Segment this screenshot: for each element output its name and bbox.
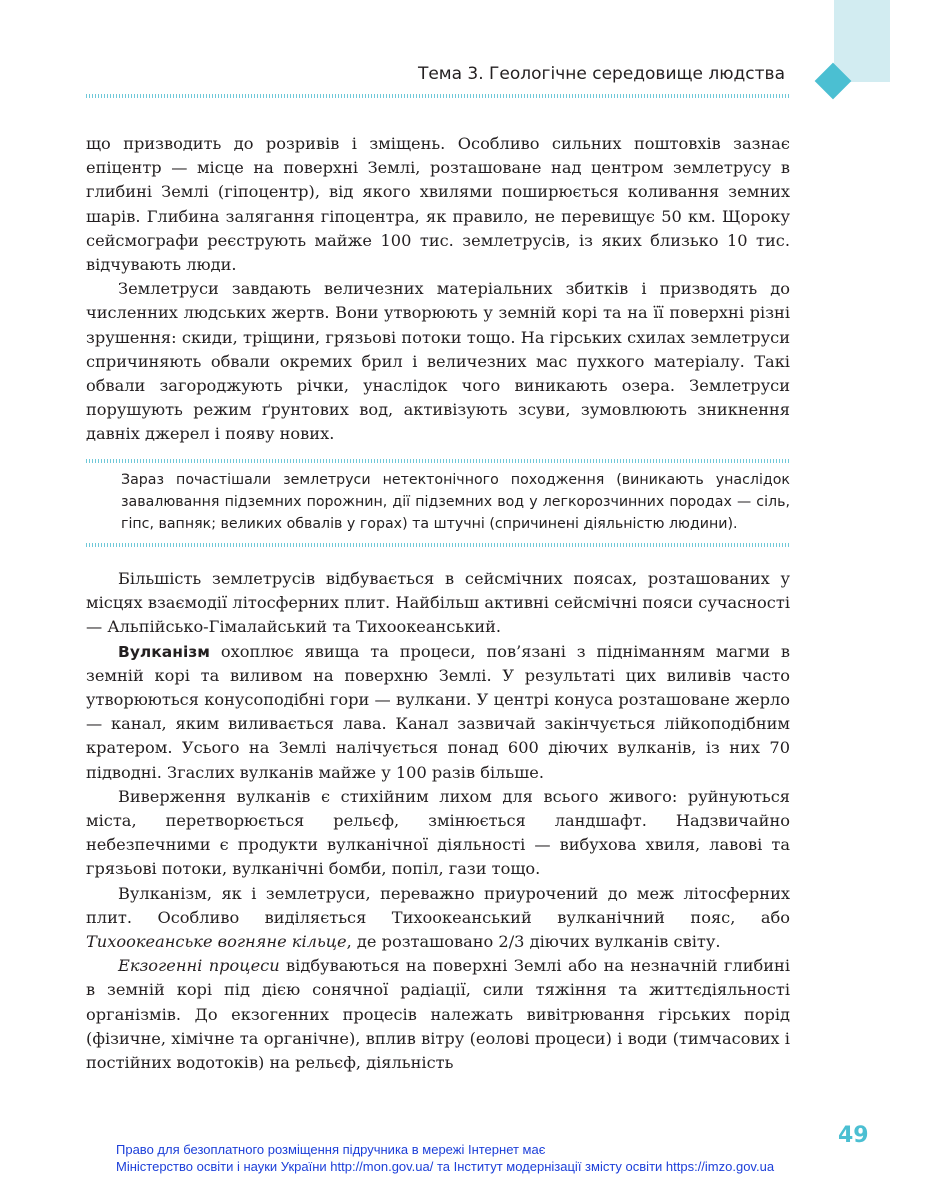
- page-number: 49: [838, 1123, 869, 1148]
- volcanism-definition: охоплює явища та процеси, пов’язані з підніманням магми в земній корі та виливом на поверхню Землі. У результаті цих виливів часто утворюються конусоподібні гори — вулкани. У центрі конуса розташоване жерло — канал, яким виливається лава. Канал зазвичай закінчується лійкоподібним кратером. Усього на Землі налічується понад 600 діючих вулканів, із них 70 підводні. Згаслих вулканів майже у 100 разів більше.: [86, 641, 790, 782]
- ring-text-after: , де розташовано 2/3 діючих вулканів світу.: [346, 932, 721, 952]
- corner-tab-decoration: [834, 0, 890, 82]
- paragraph-seismic-belts: Більшість землетрусів відбувається в сейсмічних поясах, розташованих у місцях взаємодії літосферних плит. Найбільш активні сейсмічні пояси сучасності — Альпійсько-Гімалайський та Тихоокеанський.: [86, 569, 790, 637]
- note-bottom-dotted-rule: [86, 543, 790, 547]
- term-ring-of-fire: Тихоокеанське вогняне кільце: [86, 932, 347, 952]
- paragraph-eruption: Виверження вулканів є стихійним лихом для всього живого: руйнуються міста, перетворюється рельєф, змінюється ландшафт. Надзвичайно небезпечними є продукти вулканічної діяльності — вибухова хвиля, лавові та грязьові потоки, вулканічні бомби, попіл, гази тощо.: [86, 786, 790, 879]
- footer-line-1: Право для безоплатного розміщення підручника в мережі Інтернет має: [116, 1142, 546, 1157]
- paragraph-volcanism: [86, 640, 790, 785]
- footer-license-notice: [116, 1141, 836, 1175]
- paragraph-exogenous: [86, 954, 790, 1075]
- text-block-volcanism: [86, 567, 790, 1075]
- paragraph-ring-of-fire: [86, 882, 790, 955]
- header-dotted-rule: [86, 94, 790, 98]
- term-volcanism: Вулканізм: [118, 642, 210, 661]
- ring-text-before: Вулканізм, як і землетруси, переважно приурочений до меж літосферних плит. Особливо виділяється Тихоокеанський вулканічний пояс, або: [86, 883, 790, 927]
- paragraph-earthquake-damage: Землетруси завдають величезних матеріальних збитків і призводять до численних людських жертв. Вони утворюють у земній корі та на її поверхні різні зрушення: скиди, тріщини, грязьові потоки тощо. На гірських схилах землетруси спричиняють обвали окремих брил і величезних мас пухкого матеріалу. Такі обвали загороджують річки, унаслідок чого виникають озера. Землетруси порушують режим ґрунтових вод, активізують зсуви, зумовлюють зникнення давніх джерел і появу нових.: [86, 279, 790, 444]
- running-header-title: Тема 3. Геологічне середовище людства: [417, 64, 785, 84]
- paragraph-epicenter: що призводить до розривів і зміщень. Особливо сильних поштовхів зазнає епіцентр — місце на поверхні Землі, розташоване над центром землетрусу в глибині Землі (гіпоцентр), від якого хвилями поширюється коливання земних шарів. Глибина залягання гіпоцентра, як правило, не перевищує 50 км. Щороку сейсмографи реєструють майже 100 тис. землетрусів, із яких близько 10 тис. відчувають люди.: [86, 134, 790, 275]
- footer-line-2: Міністерство освіти і науки України http://mon.gov.ua/ та Інститут модернізації змісту освіти https://imzo.gov.ua: [116, 1159, 775, 1174]
- term-exogenous-processes: Екзогенні процеси: [118, 956, 280, 976]
- note-box-text: Зараз почастішали землетруси нетектонічного походження (виникають унаслідок завалювання підземних порожнин, дії підземних вод у легкорозчинних породах — сіль, гіпс, вапняк; великих обвалів у горах) та штучні (спричинені діяльністю людини).: [121, 472, 790, 532]
- note-top-dotted-rule: [86, 459, 790, 463]
- text-block-earthquakes: [86, 132, 790, 447]
- exogenous-text: відбуваються на поверхні Землі або на незначній глибині в земній корі під дією сонячної радіації, сили тяжіння та життєдіяльності організмів. До екзогенних процесів належать вивітрювання гірських порід (фізичне, хімічне та органічне), вплив вітру (еолові процеси) і води (тимчасових і постійних водотоків) на рельєф, діяльність: [86, 956, 790, 1073]
